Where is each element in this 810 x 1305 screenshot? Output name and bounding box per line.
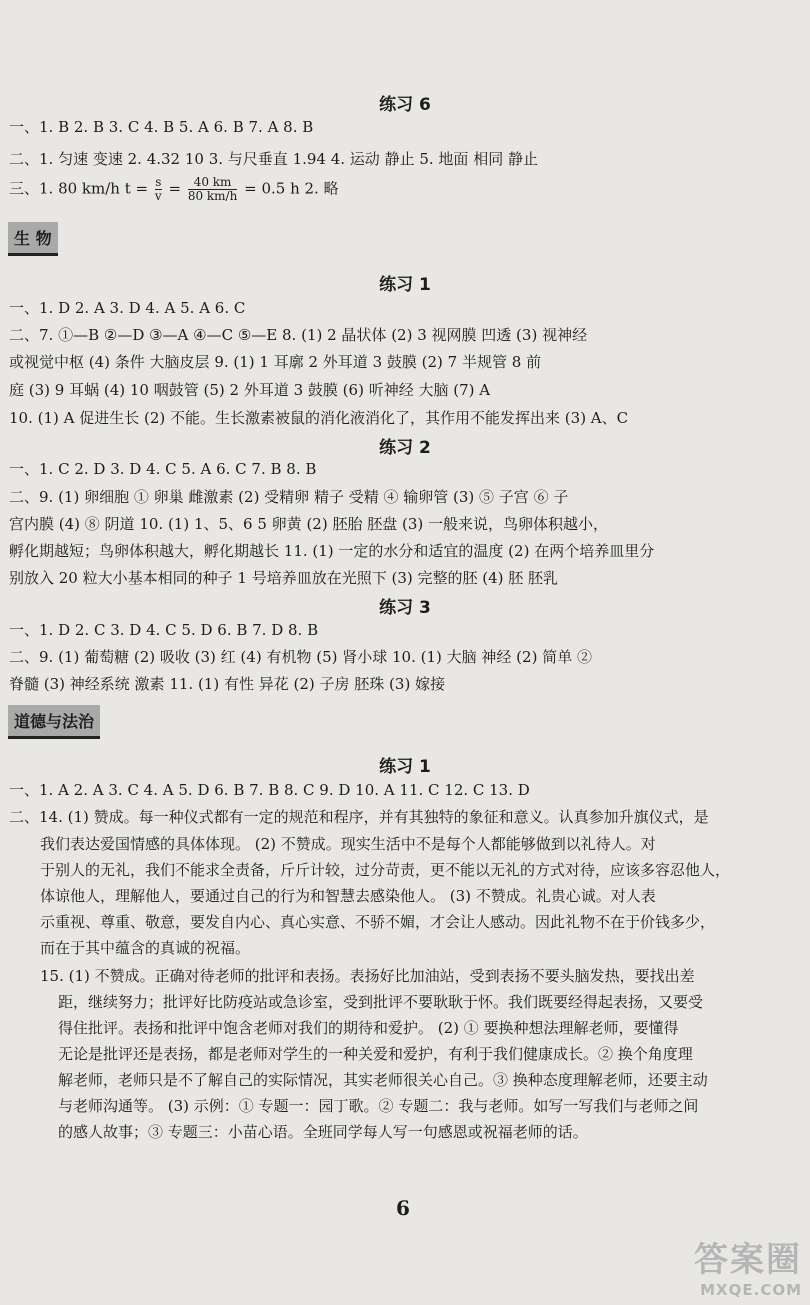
exercise-title: 练习 2 xyxy=(379,438,431,458)
exercise-title: 练习 6 xyxy=(379,95,431,115)
fraction-distance-over-speed xyxy=(188,176,238,203)
watermark-logo: 答案圈 xyxy=(694,1240,802,1280)
fraction-denominator: v xyxy=(154,189,162,203)
answer-line: 的感人故事；③ 专题三：小苗心语。全班同学每人写一句感恩或祝福老师的话。 xyxy=(58,1123,588,1141)
exercise-title: 练习 3 xyxy=(379,598,431,618)
answer-line: 或视觉中枢 (4) 条件 大脑皮层 9. (1) 1 耳廓 2 外耳道 3 鼓膜 (2) 7 半规管 8 前 xyxy=(9,353,542,371)
page-number: 6 xyxy=(396,1196,410,1220)
fraction-denominator: 80 km/h xyxy=(187,189,238,203)
answer-line: 庭 (3) 9 耳蜗 (4) 10 咽鼓管 (5) 2 外耳道 3 鼓膜 (6) 听神经 大脑 (7) A xyxy=(9,381,491,399)
answer-line: 解老师，老师只是不了解自己的实际情况，其实老师很关心自己。③ 换种态度理解老师，还要主动 xyxy=(58,1071,708,1089)
answer-line: 别放入 20 粒大小基本相同的种子 1 号培养皿放在光照下 (3) 完整的胚 (4) 胚 胚乳 xyxy=(9,569,559,587)
answer-line: 一、1. B 2. B 3. C 4. B 5. A 6. B 7. A 8. B xyxy=(9,118,314,136)
exercise-title: 练习 1 xyxy=(379,275,431,295)
answer-line: 无论是批评还是表扬，都是老师对学生的一种关爱和爱护，有利于我们健康成长。② 换个角度理 xyxy=(58,1045,693,1063)
equals-sign: = xyxy=(168,179,182,198)
answer-line: 宫内膜 (4) ⑧ 阴道 10. (1) 1、5、6 5 卵黄 (2) 胚胎 胚盘 (3) 一般来说，鸟卵体积越小， xyxy=(9,515,609,533)
answer-line: 一、1. D 2. C 3. D 4. C 5. D 6. B 7. D 8. B xyxy=(9,621,319,639)
subject-header-biology: 生 物 xyxy=(8,222,58,256)
formula-suffix: = 0.5 h 2. 略 xyxy=(244,179,339,198)
answer-line: 而在于其中蕴含的真诚的祝福。 xyxy=(40,939,251,957)
fraction-numerator: 40 km xyxy=(188,176,238,190)
watermark xyxy=(694,1232,802,1299)
answer-line: 一、1. D 2. A 3. D 4. A 5. A 6. C xyxy=(9,299,246,317)
answer-line: 二、9. (1) 卵细胞 ① 卵巢 雌激素 (2) 受精卵 精子 受精 ④ 输卵管 (3) ⑤ 子宫 ⑥ 子 xyxy=(9,488,569,506)
answer-line: 10. (1) A 促进生长 (2) 不能。生长激素被鼠的消化液消化了，其作用不能发挥出来 (3) A、C xyxy=(9,409,629,427)
answer-line: 示重视、尊重、敬意，要发自内心、真心实意、不骄不媚，才会让人感动。因此礼物不在于价钱多少， xyxy=(40,913,716,931)
answer-line: 二、7. ①—B ②—D ③—A ④—C ⑤—E 8. (1) 2 晶状体 (2) 3 视网膜 凹透 (3) 视神经 xyxy=(9,326,588,344)
answer-line: 一、1. A 2. A 3. C 4. A 5. D 6. B 7. B 8. C 9. D 10. A 11. C 12. C 13. D xyxy=(9,781,530,799)
answer-line: 15. (1) 不赞成。正确对待老师的批评和表扬。表扬好比加油站，受到表扬不要头脑发热，要找出差 xyxy=(40,967,695,985)
formula-prefix: 三、1. 80 km/h t = xyxy=(9,179,149,198)
answer-line: 我们表达爱国情感的具体体现。 (2) 不赞成。现实生活中不是每个人都能够做到以礼待人。对 xyxy=(40,835,656,853)
fraction-numerator: s xyxy=(155,175,162,189)
answer-line: 距，继续努力；批评好比防疫站或急诊室，受到批评不要耿耿于怀。我们既要经得起表扬，又要受 xyxy=(58,993,704,1011)
answer-line: 与老师沟通等。 (3) 示例：① 专题一：园丁歌。② 专题二：我与老师。如写一写我们与老师之间 xyxy=(58,1097,699,1115)
answer-line: 得住批评。表扬和批评中饱含老师对我们的期待和爱护。 (2) ① 要换种想法理解老师，要懂得 xyxy=(58,1019,679,1037)
formula-line xyxy=(9,176,339,203)
answer-line: 二、1. 匀速 变速 2. 4.32 10 3. 与尺垂直 1.94 4. 运动 静止 5. 地面 相同 静止 xyxy=(9,150,538,168)
subject-header-politics: 道德与法治 xyxy=(8,705,100,739)
answer-line: 于别人的无礼，我们不能求全责备，斤斤计较，过分苛责，更不能以无礼的方式对待，应该多容忍他人， xyxy=(40,861,731,879)
answer-line: 一、1. C 2. D 3. D 4. C 5. A 6. C 7. B 8. B xyxy=(9,460,317,478)
answer-line: 二、14. (1) 赞成。每一种仪式都有一定的规范和程序，并有其独特的象征和意义。认真参加升旗仪式，是 xyxy=(9,808,709,826)
exercise-title: 练习 1 xyxy=(379,757,431,777)
fraction-s-over-v xyxy=(155,176,162,203)
answer-line: 二、9. (1) 葡萄糖 (2) 吸收 (3) 红 (4) 有机物 (5) 肾小球 10. (1) 大脑 神经 (2) 简单 ② xyxy=(9,648,592,666)
answer-line: 脊髓 (3) 神经系统 激素 11. (1) 有性 异花 (2) 子房 胚珠 (3) 嫁接 xyxy=(9,675,446,693)
watermark-url: MXQE.COM xyxy=(700,1281,802,1299)
answer-line: 体谅他人，理解他人，要通过自己的行为和智慧去感染他人。 (3) 不赞成。礼贵心诚。对人表 xyxy=(40,887,656,905)
answer-line: 孵化期越短；鸟卵体积越大，孵化期越长 11. (1) 一定的水分和适宜的温度 (2) 在两个培养皿里分 xyxy=(9,542,655,560)
